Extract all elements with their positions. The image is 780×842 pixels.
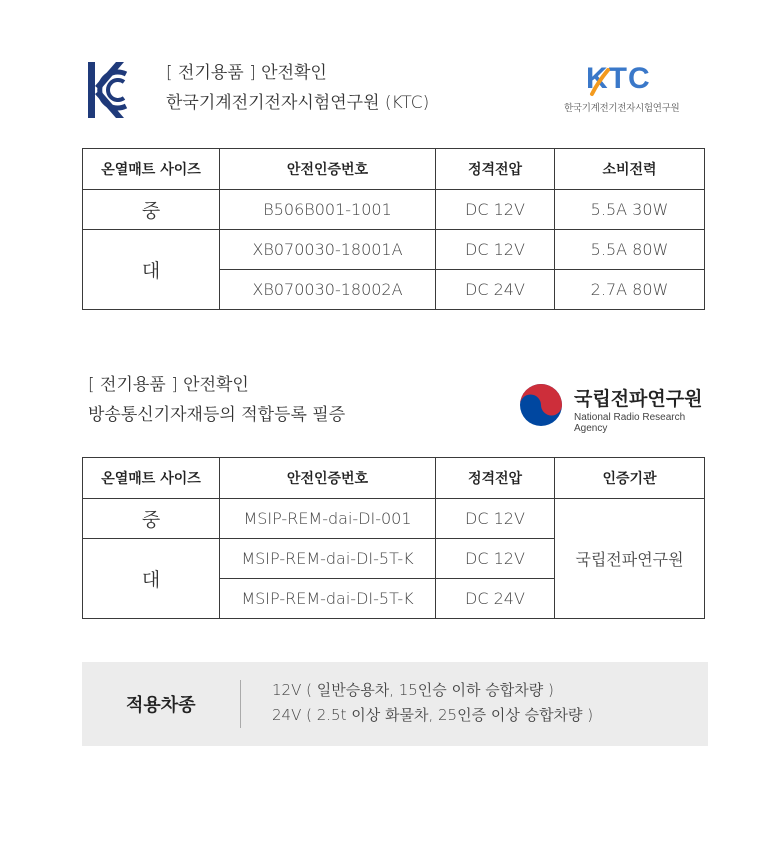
section2-title-line1: [ 전기용품 ] 안전확인 xyxy=(88,375,249,395)
header-size: 온열매트 사이즈 xyxy=(83,458,220,499)
voltage-cell: DC 24V xyxy=(436,270,555,310)
applicable-vehicles-box xyxy=(82,662,708,746)
table-row xyxy=(83,230,705,270)
institution-cell: 국립전파연구원 xyxy=(555,499,705,619)
cert-cell: XB070030-18001A xyxy=(220,230,436,270)
section1-title-line1: [ 전기용품 ] 안전확인 xyxy=(166,63,327,83)
voltage-cell: DC 24V xyxy=(436,579,555,619)
table-row xyxy=(83,190,705,230)
table-row xyxy=(83,499,705,539)
voltage-cell: DC 12V xyxy=(436,190,555,230)
ktc-logo xyxy=(558,62,718,118)
cert-cell: B506B001-1001 xyxy=(220,190,436,230)
ktc-swoosh-icon xyxy=(588,64,610,100)
nra-cert-table xyxy=(82,457,705,619)
cert-cell: MSIP-REM-dai-DI-001 xyxy=(220,499,436,539)
ktc-logo-subtitle: 한국기계전기전자시험연구원 xyxy=(564,103,680,114)
power-cell: 5.5A 80W xyxy=(555,230,705,270)
power-cell: 5.5A 30W xyxy=(555,190,705,230)
section1-title-line2: 한국기계전기전자시험연구원 (KTC) xyxy=(166,93,430,113)
size-cell: 대 xyxy=(83,230,220,310)
divider xyxy=(240,680,241,728)
header-size: 온열매트 사이즈 xyxy=(83,149,220,190)
header-cert-number: 안전인증번호 xyxy=(220,458,436,499)
nra-subtitle: National Radio Research Agency xyxy=(574,412,686,434)
ktc-cert-table xyxy=(82,148,705,310)
table-header-row xyxy=(83,458,705,499)
nra-logo xyxy=(518,380,718,434)
applicable-lines xyxy=(272,678,593,728)
header-voltage: 정격전압 xyxy=(436,458,555,499)
nra-name: 국립전파연구원 xyxy=(574,388,703,410)
header-cert-number: 안전인증번호 xyxy=(220,149,436,190)
size-cell: 중 xyxy=(83,190,220,230)
voltage-cell: DC 12V xyxy=(436,499,555,539)
size-cell: 대 xyxy=(83,539,220,619)
header-power: 소비전력 xyxy=(555,149,705,190)
power-cell: 2.7A 80W xyxy=(555,270,705,310)
ktc-logo-text: KTC xyxy=(586,62,651,95)
voltage-cell: DC 12V xyxy=(436,539,555,579)
cert-cell: MSIP-REM-dai-DI-5T-K xyxy=(220,579,436,619)
applicable-title: 적용차종 xyxy=(126,695,196,716)
cert-cell: XB070030-18002A xyxy=(220,270,436,310)
section1-title xyxy=(166,58,429,118)
applicable-line-12v: 12V ( 일반승용차, 15인승 이하 승합차량 ) xyxy=(272,681,554,699)
size-cell: 중 xyxy=(83,499,220,539)
taegeuk-icon xyxy=(518,382,564,428)
applicable-line-24v: 24V ( 2.5t 이상 화물차, 25인증 이상 승합차량 ) xyxy=(272,706,594,724)
section2-title xyxy=(88,370,345,430)
section2-title-line2: 방송통신기자재등의 적합등록 필증 xyxy=(88,405,346,425)
header-voltage: 정격전압 xyxy=(436,149,555,190)
cert-cell: MSIP-REM-dai-DI-5T-K xyxy=(220,539,436,579)
voltage-cell: DC 12V xyxy=(436,230,555,270)
header-institution: 인증기관 xyxy=(555,458,705,499)
table-header-row xyxy=(83,149,705,190)
kc-mark-logo xyxy=(86,60,130,124)
